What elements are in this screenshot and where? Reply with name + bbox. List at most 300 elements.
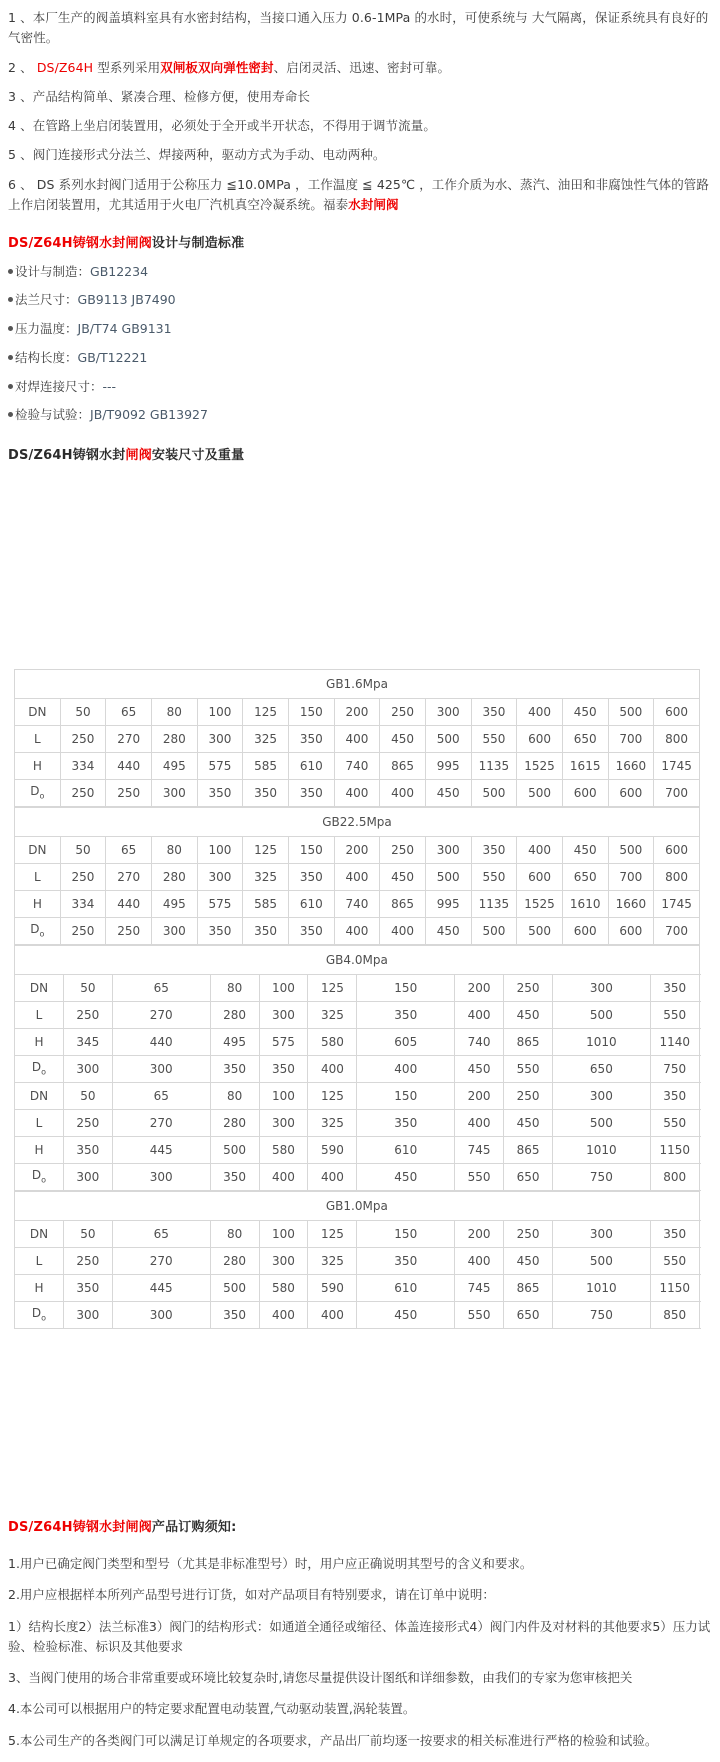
table-cell: 350 bbox=[63, 1274, 112, 1301]
bullet-icon bbox=[8, 355, 13, 360]
table-cell: 745 bbox=[455, 1274, 504, 1301]
table-band-label: GB1.6Mpa bbox=[15, 669, 700, 698]
table-cell: 325 bbox=[308, 1109, 357, 1136]
table-cell: 350 bbox=[471, 836, 517, 863]
table-cell: 1525 bbox=[517, 890, 563, 917]
table-cell: 280 bbox=[210, 1247, 259, 1274]
table-cell: 865 bbox=[380, 752, 426, 779]
table-cell: 300 bbox=[112, 1055, 210, 1082]
table-cell: 270 bbox=[106, 863, 152, 890]
table-row bbox=[15, 1109, 700, 1136]
intro-segment: 型系列采用 bbox=[93, 60, 160, 75]
intro-segment: 水封闸阀 bbox=[348, 197, 398, 212]
table-cell: 350 bbox=[288, 863, 334, 890]
table-cell: 150 bbox=[288, 698, 334, 725]
table-cell: 325 bbox=[308, 1001, 357, 1028]
table-cell: 400 bbox=[308, 1301, 357, 1328]
table-cell: 450 bbox=[562, 698, 608, 725]
table-cell: 50 bbox=[63, 1220, 112, 1247]
spec-table bbox=[14, 1191, 700, 1329]
table-cell: 450 bbox=[380, 725, 426, 752]
intro-item-4 bbox=[8, 116, 712, 136]
table-cell: 740 bbox=[334, 890, 380, 917]
table-row-label: $D_o$ bbox=[15, 1163, 64, 1190]
table-cell: 350 bbox=[197, 779, 243, 806]
standards-list-item bbox=[8, 349, 720, 368]
table-cell: 400 bbox=[380, 917, 426, 944]
table-cell: 280 bbox=[151, 863, 197, 890]
table-cell: 400 bbox=[455, 1109, 504, 1136]
table-cell: 550 bbox=[455, 1163, 504, 1190]
table-cell: 250 bbox=[60, 863, 106, 890]
standard-value: GB12234 bbox=[90, 264, 148, 279]
dimensions-heading-suffix: 安装尺寸及重量 bbox=[152, 448, 244, 463]
table-cell: 850 bbox=[650, 1301, 699, 1328]
table-cell: 100 bbox=[259, 1220, 308, 1247]
table-cell: 350 bbox=[210, 1163, 259, 1190]
table-cell: 300 bbox=[197, 725, 243, 752]
table-cell: 250 bbox=[63, 1109, 112, 1136]
table-cell: 580 bbox=[259, 1136, 308, 1163]
intro-segment: 4 、在管路上坐启闭装置用，必须处于全开或半开状态，不得用于调节流量。 bbox=[8, 118, 436, 133]
table-cell: 575 bbox=[259, 1028, 308, 1055]
table-cell: 600 bbox=[562, 917, 608, 944]
table-cell: 580 bbox=[259, 1274, 308, 1301]
table-cell: 550 bbox=[455, 1301, 504, 1328]
table-cell: 450 bbox=[455, 1055, 504, 1082]
table-cell: 270 bbox=[112, 1001, 210, 1028]
table-cell: 400 bbox=[334, 725, 380, 752]
table-cell: 350 bbox=[650, 1220, 699, 1247]
order-note: 1.用户已确定阀门类型和型号（尤其是非标准型号）时，用户应正确说明其型号的含义和要求。 bbox=[8, 1554, 712, 1574]
table-cell: 400 bbox=[455, 1247, 504, 1274]
table-cell: 865 bbox=[504, 1028, 553, 1055]
table-cell: 1010 bbox=[552, 1136, 650, 1163]
table-cell: 450 bbox=[504, 1001, 553, 1028]
table-row-label: DN bbox=[15, 836, 61, 863]
table-cell: 65 bbox=[106, 698, 152, 725]
table-cell: 585 bbox=[243, 752, 289, 779]
table-cell: 610 bbox=[288, 752, 334, 779]
table-cell: 500 bbox=[608, 836, 654, 863]
table-row bbox=[15, 974, 700, 1001]
table-cell: 400 bbox=[259, 1163, 308, 1190]
table-cell: 300 bbox=[425, 836, 471, 863]
table-cell: 80 bbox=[151, 836, 197, 863]
intro-item-2 bbox=[8, 58, 712, 78]
spec-table bbox=[14, 669, 700, 807]
table-cell: 250 bbox=[380, 698, 426, 725]
intro-feature-list bbox=[0, 0, 720, 215]
table-row-label: DN bbox=[15, 1082, 64, 1109]
table-cell: 550 bbox=[650, 1247, 699, 1274]
table-cell: 495 bbox=[151, 752, 197, 779]
bullet-icon bbox=[8, 269, 13, 274]
table-cell: 325 bbox=[308, 1247, 357, 1274]
table-band-label: GB4.0Mpa bbox=[15, 945, 700, 974]
table-band-label: GB1.0Mpa bbox=[15, 1191, 700, 1220]
table-cell: 270 bbox=[112, 1109, 210, 1136]
table-cell: 590 bbox=[308, 1136, 357, 1163]
table-cell: 300 bbox=[63, 1301, 112, 1328]
table-row-label: H bbox=[15, 1028, 64, 1055]
table-cell: 65 bbox=[112, 1082, 210, 1109]
table-cell: 610 bbox=[357, 1274, 455, 1301]
table-band-row bbox=[15, 945, 700, 974]
table-cell: 440 bbox=[106, 890, 152, 917]
table-cell: 100 bbox=[259, 974, 308, 1001]
dimensions-heading-highlight: 闸阀 bbox=[126, 448, 152, 463]
table-cell: 150 bbox=[357, 1220, 455, 1247]
standards-heading-model: DS/Z64H铸钢水封闸阀 bbox=[8, 236, 152, 251]
table-cell: 1525 bbox=[517, 752, 563, 779]
table-cell: 500 bbox=[425, 725, 471, 752]
table-cell: 700 bbox=[608, 863, 654, 890]
table-cell: 300 bbox=[552, 1082, 650, 1109]
table-cell: 250 bbox=[106, 779, 152, 806]
table-cell: 450 bbox=[504, 1247, 553, 1274]
table-cell: 600 bbox=[562, 779, 608, 806]
table-cell: 440 bbox=[112, 1028, 210, 1055]
table-cell: 400 bbox=[357, 1055, 455, 1082]
table-row bbox=[15, 1001, 700, 1028]
table-cell: 100 bbox=[197, 836, 243, 863]
order-note: 2.用户应根据样本所列产品型号进行订货，如对产品项目有特别要求，请在订单中说明： bbox=[8, 1585, 712, 1605]
table-cell: 550 bbox=[650, 1109, 699, 1136]
standard-value: JB/T74 GB9131 bbox=[78, 321, 172, 336]
table-cell: 800 bbox=[654, 863, 700, 890]
table-cell: 450 bbox=[357, 1163, 455, 1190]
table-cell: 995 bbox=[425, 890, 471, 917]
table-cell: 334 bbox=[60, 890, 106, 917]
table-row bbox=[15, 1028, 700, 1055]
table-cell: 865 bbox=[380, 890, 426, 917]
table-row bbox=[15, 1301, 700, 1328]
table-row-label: DN bbox=[15, 974, 64, 1001]
table-cell: 1615 bbox=[562, 752, 608, 779]
table-cell: 800 bbox=[650, 1163, 699, 1190]
table-cell: 125 bbox=[308, 1220, 357, 1247]
table-cell: 350 bbox=[357, 1109, 455, 1136]
table-cell: 250 bbox=[60, 779, 106, 806]
table-cell: 334 bbox=[60, 752, 106, 779]
table-cell: 80 bbox=[151, 698, 197, 725]
table-cell: 250 bbox=[504, 1082, 553, 1109]
table-cell: 200 bbox=[455, 1220, 504, 1247]
table-cell: 600 bbox=[654, 698, 700, 725]
table-cell: 250 bbox=[106, 917, 152, 944]
intro-segment: DS/Z64H bbox=[37, 60, 93, 75]
standard-label: 对焊连接尺寸： bbox=[15, 379, 103, 394]
table-cell: 650 bbox=[504, 1301, 553, 1328]
table-cell: 450 bbox=[562, 836, 608, 863]
table-cell: 300 bbox=[259, 1247, 308, 1274]
bullet-icon bbox=[8, 326, 13, 331]
table-cell: 400 bbox=[334, 917, 380, 944]
table-cell: 1150 bbox=[650, 1136, 699, 1163]
spec-table bbox=[14, 945, 700, 1191]
table-cell: 1660 bbox=[608, 890, 654, 917]
table-cell: 575 bbox=[197, 752, 243, 779]
table-cell: 600 bbox=[517, 725, 563, 752]
table-cell: 80 bbox=[210, 1220, 259, 1247]
table-cell: 495 bbox=[210, 1028, 259, 1055]
table-cell: 300 bbox=[259, 1109, 308, 1136]
table-cell: 350 bbox=[288, 917, 334, 944]
table-cell: 65 bbox=[112, 974, 210, 1001]
table-row bbox=[15, 1247, 700, 1274]
table-cell: 550 bbox=[504, 1055, 553, 1082]
table-cell: 350 bbox=[243, 779, 289, 806]
table-cell: 250 bbox=[63, 1001, 112, 1028]
table-row bbox=[15, 1163, 700, 1190]
table-row bbox=[15, 779, 700, 806]
table-cell: 350 bbox=[357, 1247, 455, 1274]
table-cell: 1135 bbox=[471, 752, 517, 779]
table-row bbox=[15, 752, 700, 779]
table-cell: 650 bbox=[552, 1055, 650, 1082]
table-cell: 200 bbox=[334, 698, 380, 725]
table-cell: 400 bbox=[517, 836, 563, 863]
table-cell: 575 bbox=[197, 890, 243, 917]
intro-segment: 5 、阀门连接形式分法兰、焊接两种，驱动方式为手动、电动两种。 bbox=[8, 147, 386, 162]
standard-label: 法兰尺寸： bbox=[15, 292, 78, 307]
table-cell: 500 bbox=[608, 698, 654, 725]
table-cell: 350 bbox=[210, 1055, 259, 1082]
table-cell: 350 bbox=[288, 725, 334, 752]
table-cell: 500 bbox=[210, 1136, 259, 1163]
table-cell: 865 bbox=[504, 1136, 553, 1163]
table-cell: 500 bbox=[210, 1274, 259, 1301]
table-cell: 445 bbox=[112, 1136, 210, 1163]
table-cell: 450 bbox=[425, 917, 471, 944]
table-cell: 350 bbox=[197, 917, 243, 944]
table-cell: 300 bbox=[552, 1220, 650, 1247]
table-row bbox=[15, 1055, 700, 1082]
table-cell: 350 bbox=[471, 698, 517, 725]
table-row bbox=[15, 917, 700, 944]
table-cell: 400 bbox=[517, 698, 563, 725]
table-cell: 300 bbox=[425, 698, 471, 725]
table-cell: 745 bbox=[455, 1136, 504, 1163]
table-cell: 300 bbox=[151, 917, 197, 944]
table-cell: 500 bbox=[471, 779, 517, 806]
order-heading-suffix: 产品订购须知: bbox=[152, 1520, 237, 1535]
spec-table bbox=[14, 807, 700, 945]
table-cell: 300 bbox=[63, 1055, 112, 1082]
standard-value: GB9113 JB7490 bbox=[78, 292, 176, 307]
table-cell: 450 bbox=[425, 779, 471, 806]
order-heading-model: DS/Z64H铸钢水封闸阀 bbox=[8, 1520, 152, 1535]
table-cell: 50 bbox=[60, 836, 106, 863]
standards-heading bbox=[8, 235, 720, 253]
table-cell: 440 bbox=[106, 752, 152, 779]
table-cell: 250 bbox=[60, 725, 106, 752]
standard-label: 检验与试验： bbox=[15, 407, 90, 422]
table-band-row bbox=[15, 1191, 700, 1220]
table-cell: 250 bbox=[60, 917, 106, 944]
table-cell: 550 bbox=[471, 863, 517, 890]
table-cell: 580 bbox=[308, 1028, 357, 1055]
table-cell: 300 bbox=[112, 1163, 210, 1190]
bullet-icon bbox=[8, 412, 13, 417]
table-cell: 125 bbox=[243, 836, 289, 863]
table-cell: 500 bbox=[552, 1001, 650, 1028]
table-row-label: H bbox=[15, 1274, 64, 1301]
table-row-label: $D_o$ bbox=[15, 779, 61, 806]
table-cell: 125 bbox=[243, 698, 289, 725]
table-band-row bbox=[15, 669, 700, 698]
standards-list-item bbox=[8, 291, 720, 310]
table-cell: 250 bbox=[504, 1220, 553, 1247]
table-row-label: L bbox=[15, 1247, 64, 1274]
table-cell: 600 bbox=[654, 836, 700, 863]
table-cell: 800 bbox=[654, 725, 700, 752]
table-cell: 280 bbox=[210, 1001, 259, 1028]
order-notice-heading bbox=[8, 1519, 720, 1537]
table-cell: 1745 bbox=[654, 890, 700, 917]
table-row-label: H bbox=[15, 752, 61, 779]
table-cell: 125 bbox=[308, 1082, 357, 1109]
table-cell: 350 bbox=[243, 917, 289, 944]
intro-segment: 3 、产品结构简单、紧凑合理、检修方便，使用寿命长 bbox=[8, 89, 310, 104]
table-cell: 500 bbox=[471, 917, 517, 944]
intro-segment: 2 、 bbox=[8, 60, 37, 75]
table-row bbox=[15, 890, 700, 917]
table-cell: 65 bbox=[106, 836, 152, 863]
table-cell: 350 bbox=[650, 974, 699, 1001]
table-cell: 400 bbox=[380, 779, 426, 806]
table-cell: 550 bbox=[650, 1001, 699, 1028]
table-cell: 445 bbox=[112, 1274, 210, 1301]
table-cell: 450 bbox=[380, 863, 426, 890]
order-notice-list bbox=[0, 1554, 720, 1751]
table-cell: 400 bbox=[455, 1001, 504, 1028]
table-row-label: $D_o$ bbox=[15, 917, 61, 944]
table-cell: 150 bbox=[357, 974, 455, 1001]
table-cell: 250 bbox=[504, 974, 553, 1001]
table-band-label: GB22.5Mpa bbox=[15, 807, 700, 836]
table-cell: 650 bbox=[504, 1163, 553, 1190]
intro-segment: 双闸板双向弹性密封 bbox=[160, 60, 273, 75]
standard-label: 结构长度： bbox=[15, 350, 78, 365]
spec-tables bbox=[14, 669, 700, 1329]
table-cell: 585 bbox=[243, 890, 289, 917]
intro-item-6 bbox=[8, 175, 712, 216]
table-cell: 600 bbox=[517, 863, 563, 890]
table-cell: 1660 bbox=[608, 752, 654, 779]
table-cell: 50 bbox=[63, 974, 112, 1001]
table-cell: 550 bbox=[471, 725, 517, 752]
table-cell: 400 bbox=[334, 863, 380, 890]
layout-spacer-below-tables bbox=[0, 1329, 720, 1499]
table-cell: 750 bbox=[552, 1301, 650, 1328]
table-cell: 350 bbox=[210, 1301, 259, 1328]
table-row-label: H bbox=[15, 1136, 64, 1163]
table-cell: 125 bbox=[308, 974, 357, 1001]
intro-segment: 1 、本厂生产的阀盖填料室具有水密封结构，当接口通入压力 0.6-1MPa 的水时，可使系统与 大气隔离，保证系统具有良好的气密性。 bbox=[8, 10, 708, 45]
table-cell: 1135 bbox=[471, 890, 517, 917]
table-row bbox=[15, 1220, 700, 1247]
order-note: 1）结构长度2）法兰标准3）阀门的结构形式：如通道全通径或缩径、体盖连接形式4）阀门内件及对材料的其他要求5）压力试验、检验标准、标识及其他要求 bbox=[8, 1617, 712, 1658]
table-cell: 65 bbox=[112, 1220, 210, 1247]
table-cell: 350 bbox=[259, 1055, 308, 1082]
table-cell: 345 bbox=[63, 1028, 112, 1055]
standard-label: 设计与制造： bbox=[15, 264, 90, 279]
table-cell: 500 bbox=[517, 917, 563, 944]
table-cell: 400 bbox=[308, 1055, 357, 1082]
table-row bbox=[15, 698, 700, 725]
table-cell: 250 bbox=[63, 1247, 112, 1274]
table-band-row bbox=[15, 807, 700, 836]
table-cell: 100 bbox=[197, 698, 243, 725]
table-cell: 150 bbox=[288, 836, 334, 863]
intro-item-5 bbox=[8, 145, 712, 165]
table-cell: 610 bbox=[288, 890, 334, 917]
dimensions-heading-prefix: DS/Z64H铸钢水封 bbox=[8, 448, 126, 463]
layout-spacer-above-tables bbox=[0, 475, 720, 645]
bullet-icon bbox=[8, 297, 13, 302]
table-cell: 250 bbox=[380, 836, 426, 863]
table-cell: 300 bbox=[552, 974, 650, 1001]
table-cell: 80 bbox=[210, 974, 259, 1001]
standard-value: --- bbox=[103, 379, 117, 394]
table-cell: 740 bbox=[455, 1028, 504, 1055]
order-note: 3、当阀门使用的场合非常重要或环境比较复杂时,请您尽量提供设计图纸和详细参数，由我们的专家为您审核把关 bbox=[8, 1668, 712, 1688]
standards-heading-suffix: 设计与制造标准 bbox=[152, 236, 244, 251]
standards-list-item bbox=[8, 263, 720, 282]
table-cell: 500 bbox=[517, 779, 563, 806]
table-cell: 605 bbox=[357, 1028, 455, 1055]
table-cell: 865 bbox=[504, 1274, 553, 1301]
table-cell: 500 bbox=[552, 1247, 650, 1274]
table-cell: 750 bbox=[552, 1163, 650, 1190]
table-row bbox=[15, 836, 700, 863]
table-cell: 270 bbox=[112, 1247, 210, 1274]
table-cell: 200 bbox=[455, 1082, 504, 1109]
table-cell: 400 bbox=[334, 779, 380, 806]
table-cell: 280 bbox=[151, 725, 197, 752]
table-row-label: DN bbox=[15, 698, 61, 725]
table-row bbox=[15, 863, 700, 890]
table-cell: 995 bbox=[425, 752, 471, 779]
table-cell: 300 bbox=[259, 1001, 308, 1028]
table-cell: 80 bbox=[210, 1082, 259, 1109]
table-cell: 150 bbox=[357, 1082, 455, 1109]
table-cell: 200 bbox=[334, 836, 380, 863]
table-cell: 300 bbox=[197, 863, 243, 890]
table-cell: 300 bbox=[151, 779, 197, 806]
table-cell: 700 bbox=[654, 917, 700, 944]
table-cell: 590 bbox=[308, 1274, 357, 1301]
table-cell: 1010 bbox=[552, 1028, 650, 1055]
bullet-icon bbox=[8, 384, 13, 389]
standards-list bbox=[0, 263, 720, 426]
table-cell: 1610 bbox=[562, 890, 608, 917]
table-cell: 500 bbox=[425, 863, 471, 890]
table-cell: 300 bbox=[112, 1301, 210, 1328]
table-cell: 1745 bbox=[654, 752, 700, 779]
table-cell: 280 bbox=[210, 1109, 259, 1136]
table-row-label: L bbox=[15, 863, 61, 890]
standard-value: JB/T9092 GB13927 bbox=[90, 407, 208, 422]
order-note: 5.本公司生产的各类阀门可以满足订单规定的各项要求，产品出厂前均逐一按要求的相关标准进行严格的检验和试验。 bbox=[8, 1731, 712, 1751]
table-row-label: $D_o$ bbox=[15, 1301, 64, 1328]
table-cell: 600 bbox=[608, 917, 654, 944]
table-row bbox=[15, 1136, 700, 1163]
standard-label: 压力温度： bbox=[15, 321, 78, 336]
table-cell: 495 bbox=[151, 890, 197, 917]
